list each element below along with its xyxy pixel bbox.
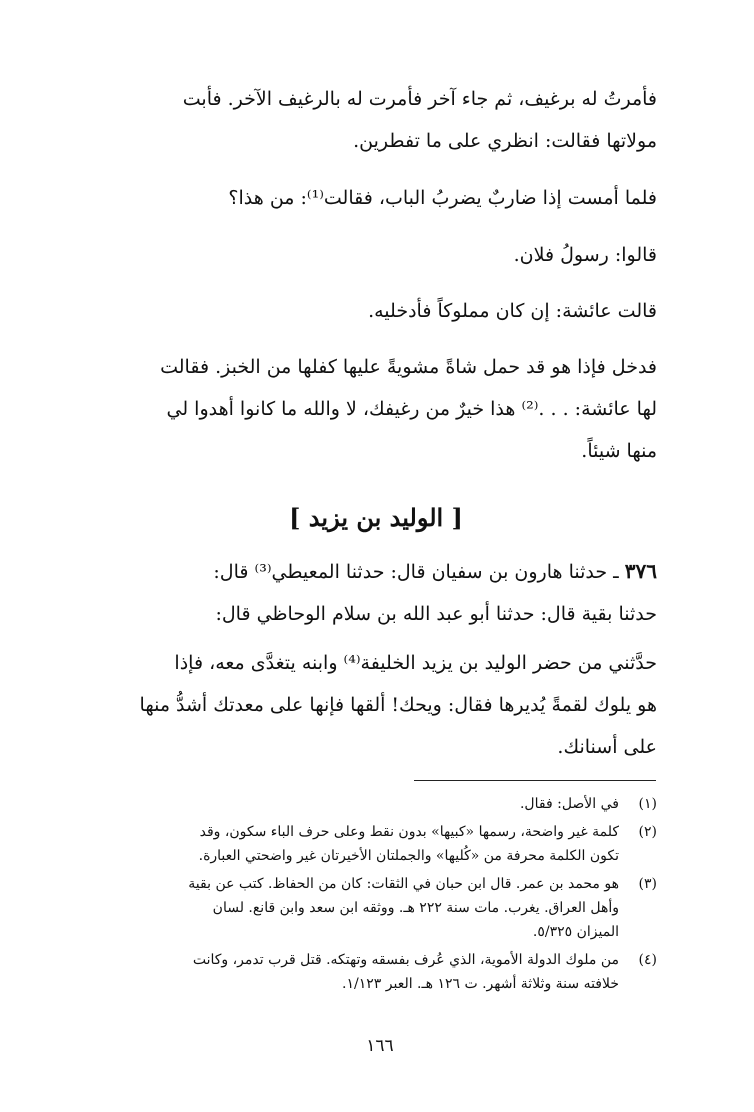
section-heading: [ الوليد بن يزيد ] xyxy=(289,503,463,532)
paragraph-line: حدَّثني من حضر الوليد بن يزيد الخليفة⁽⁴⁾ وابنه يتغدَّى معه، فإذا xyxy=(174,652,657,674)
footnote-line: هو محمد بن عمر. قال ابن حبان في الثقات: كان من الحفاظ. كتب عن بقية xyxy=(188,876,619,892)
footnote-line: تكون الكلمة محرفة من «كُليها» والجملتان الأخيرتان غير واضحتي العبارة. xyxy=(198,848,619,864)
footnote-number: (٣) xyxy=(638,876,657,892)
paragraph-line: فلما أمست إذا ضاربٌ يضربُ الباب، فقالت⁽¹⁾: من هذا؟ xyxy=(228,187,657,209)
footnote-text xyxy=(95,872,619,944)
paragraph-1 xyxy=(95,78,657,162)
entry-number: ٣٧٦ xyxy=(624,559,657,583)
footnote-line: من ملوك الدولة الأموية، الذي عُرف بفسقه وتهتكه. قتل قرب تدمر، وكانت xyxy=(192,952,619,968)
footnote xyxy=(95,872,657,944)
footnote-line: وأهل العراق. يغرب. مات سنة ٢٢٢ هـ. ووثقه ابن سعد وابن قانع. لسان xyxy=(212,900,619,916)
footnote-line: الميزان ٥/٣٢٥. xyxy=(532,924,619,940)
footnote-number: (٤) xyxy=(638,952,657,968)
paragraph-line: فأمرتُ له برغيف، ثم جاء آخر فأمرت له بالرغيف الآخر. فأبت xyxy=(182,88,657,110)
entry-first-line xyxy=(95,550,657,593)
footnote-text xyxy=(95,792,619,816)
footnote-divider xyxy=(414,780,656,781)
paragraph-2 xyxy=(95,177,657,219)
paragraph-line: منها شيئاً. xyxy=(581,440,657,462)
paragraph-3 xyxy=(95,234,657,276)
paragraph-4 xyxy=(95,290,657,332)
footnote-text xyxy=(95,948,619,996)
page-number: ١٦٦ xyxy=(366,1036,394,1056)
footnote-text xyxy=(95,820,619,868)
footnote-line: كلمة غير واضحة، رسمها «كبيها» بدون نقط وعلى حرف الباء سكون، وقد xyxy=(199,824,619,840)
paragraph-line: لها عائشة: . . .⁽²⁾ هذا خيرٌ من رغيفك، لا والله ما كانوا أهدوا لي xyxy=(166,398,657,420)
footnote xyxy=(95,792,657,816)
paragraph-line: هو يلوك لقمةً يُديرها فقال: ويحك! ألقها فإنها على معدتك أشدُّ منها xyxy=(139,694,657,716)
paragraph-line: قالت عائشة: إن كان مملوكاً فأدخليه. xyxy=(368,300,657,322)
paragraph-line: على أسنانك. xyxy=(557,736,657,758)
entry-line: حدثنا بقية قال: حدثنا أبو عبد الله بن سلام الوحاظي قال: xyxy=(215,603,657,625)
footnote-line: في الأصل: فقال. xyxy=(519,796,619,812)
footnote-line: خلافته سنة وثلاثة أشهر. ت ١٢٦ هـ. العبر ١/١٢٣. xyxy=(342,976,619,992)
entry-line: ـ حدثنا هارون بن سفيان قال: حدثنا المعيطي⁽³⁾ قال: xyxy=(213,561,619,583)
paragraph-line: قالوا: رسولُ فلان. xyxy=(513,244,657,266)
paragraph-line: فدخل فإذا هو قد حمل شاةً مشويةً عليها كفلها من الخبز. فقالت xyxy=(160,356,657,378)
footnote xyxy=(95,948,657,996)
footnote-number: (٢) xyxy=(638,824,657,840)
footnote-number: (١) xyxy=(638,796,657,812)
paragraph-7 xyxy=(95,642,657,768)
narration-entry xyxy=(95,550,657,635)
paragraph-5 xyxy=(95,346,657,472)
paragraph-line: مولاتها فقالت: انظري على ما تفطرين. xyxy=(353,130,657,152)
footnotes xyxy=(95,792,657,1000)
footnote xyxy=(95,820,657,868)
